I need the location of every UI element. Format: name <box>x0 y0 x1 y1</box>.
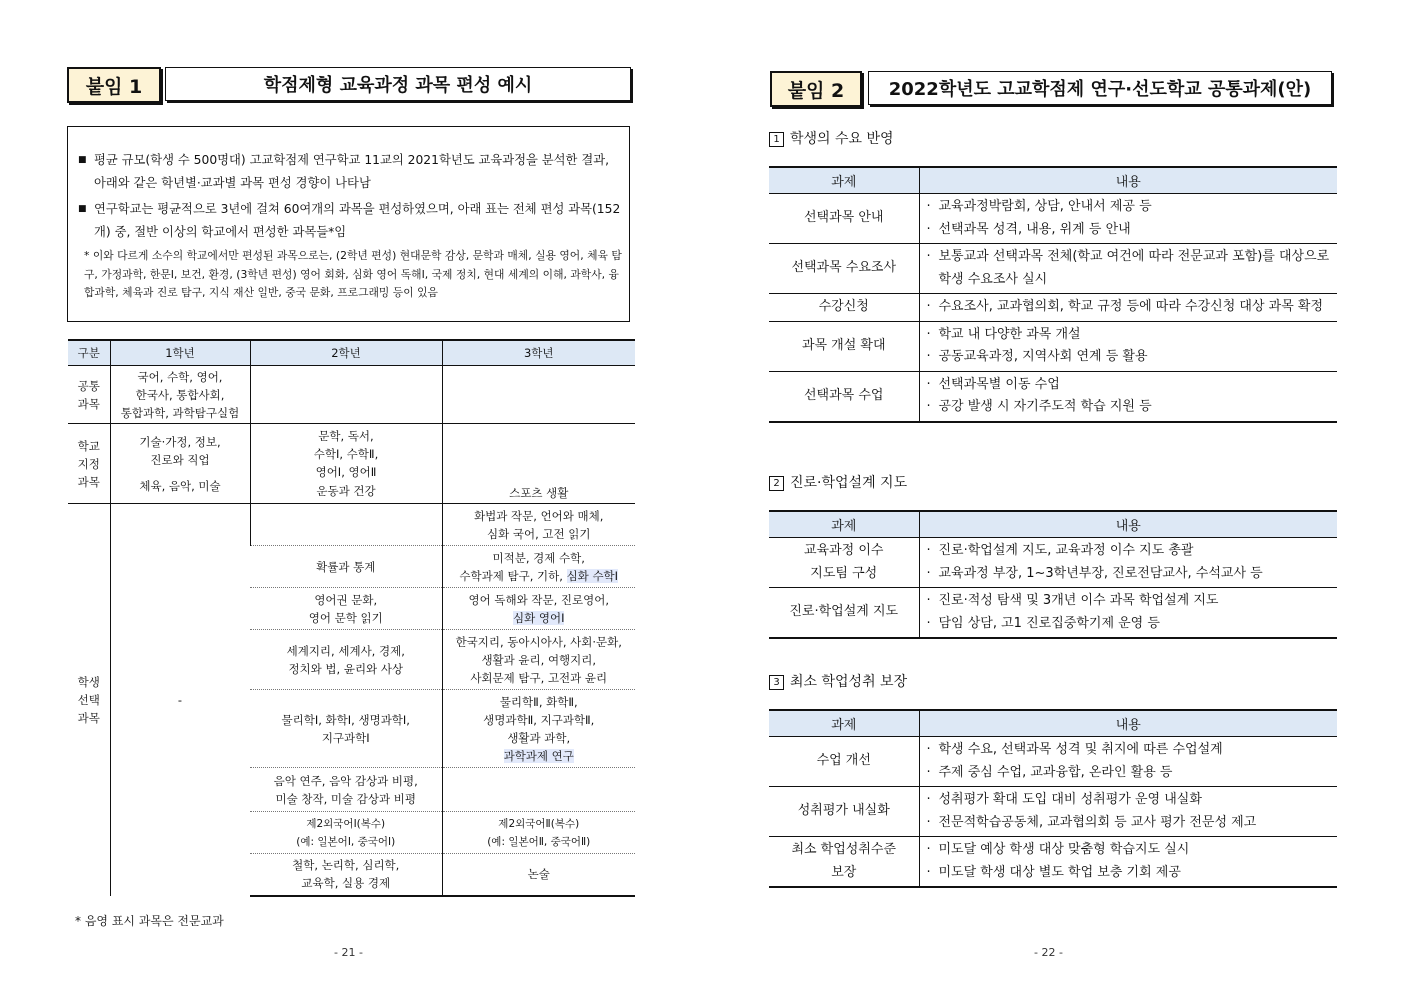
table-footnote: * 음영 표시 과목은 전문교과 <box>75 914 224 928</box>
footnote-text: * 이와 다르게 소수의 학교에서만 편성된 과목으로는, (2학년 편성) 현대문학 감상, 문학과 매체, 실용 영어, 체육 탐구, 가정과학, 한문Ⅰ, 보건, 환경, (3학년 편성) 영어 회화, 심화 영어 독해Ⅰ, 국제 정치, 현대 세계의 이해, 과학사, 융합과학, 체육과 진로 탐구, 지식 재산 일반, 중국 문화, 프로그래밍 등이 있음 <box>84 249 622 299</box>
column-header: 과제 <box>769 511 919 538</box>
task-name: 선택과목 수업 <box>769 371 919 422</box>
task-name: 진로·학업설계 지도 <box>769 588 919 639</box>
row-group-label: 학생 선택 과목 <box>68 504 110 896</box>
row-group-label: 학교 지정 과목 <box>68 424 110 504</box>
table-cell: 한국지리, 동아시아사, 사회·문화, 생활과 윤리, 여행지리, 사회문제 탐구, 고전과 윤리 <box>442 630 635 690</box>
table-cell <box>442 366 635 424</box>
column-header: 내용 <box>919 511 1337 538</box>
task-name: 수강신청 <box>769 294 919 322</box>
task-name: 수업 개선 <box>769 737 919 787</box>
task-content <box>919 194 1337 244</box>
task-table-demand <box>769 166 1337 423</box>
task-name: 과목 개설 확대 <box>769 321 919 371</box>
content-item: · 담임 상담, 고1 진로집중학기제 운영 등 <box>925 613 1332 636</box>
cell-text: 수학과제 탐구, 기하, <box>459 568 567 583</box>
task-content <box>919 787 1337 837</box>
page-number: - 21 - <box>334 946 363 959</box>
table-cell: 화법과 작문, 언어와 매체, 심화 국어, 고전 읽기 <box>442 504 635 546</box>
content-item: · 교육과정박람회, 상담, 안내서 제공 등 <box>925 196 1332 219</box>
task-table-guidance <box>769 510 1337 639</box>
task-content <box>919 737 1337 787</box>
cell-text: 물리학Ⅱ, 화학Ⅱ, 생명과학Ⅱ, 지구과학Ⅱ, 생활과 과학, <box>483 694 595 745</box>
table-cell: 철학, 논리학, 심리학, 교육학, 실용 경제 <box>250 854 442 896</box>
task-content <box>919 321 1337 371</box>
task-name: 선택과목 수요조사 <box>769 244 919 294</box>
section-title-text: 진로·학업설계 지도 <box>790 475 908 491</box>
column-header: 2학년 <box>250 340 442 366</box>
cell-text <box>446 609 633 627</box>
table-cell: 음악 연주, 음악 감상과 비평, 미술 창작, 미술 감상과 비평 <box>250 768 442 812</box>
task-name: 교육과정 이수 지도팀 구성 <box>769 538 919 588</box>
table-cell <box>250 504 442 546</box>
table-row <box>769 244 1337 294</box>
content-item: · 수요조사, 교과협의회, 학교 규정 등에 따라 수강신청 대상 과목 확정 <box>925 296 1332 319</box>
section-title <box>769 128 894 148</box>
specialized-subject: 심화 영어Ⅰ <box>513 610 565 625</box>
square-bullet-icon: ■ <box>78 155 87 165</box>
cell-text: 운동과 건강 <box>316 484 376 498</box>
content-item: · 학생 수요, 선택과목 성격 및 취지에 따른 수업설계 <box>925 739 1332 762</box>
cell-text <box>446 747 633 765</box>
section-number: 3 <box>769 675 784 690</box>
cell-text: 문학, 독서, 수학Ⅰ, 수학Ⅱ, 영어Ⅰ, 영어Ⅱ <box>313 429 379 479</box>
page-title: 학점제형 교육과정 과목 편성 예시 <box>165 67 631 101</box>
content-item: · 진로·학업설계 지도, 교육과정 이수 지도 총괄 <box>925 540 1332 563</box>
table-row <box>769 588 1337 639</box>
attachment-tag: 붙임 1 <box>67 67 161 103</box>
row-group-label: 공통 과목 <box>77 378 100 411</box>
task-content <box>919 244 1337 294</box>
attachment-tag: 붙임 2 <box>770 71 862 107</box>
table-cell <box>442 424 635 504</box>
table-row <box>68 366 635 424</box>
task-content <box>919 837 1337 888</box>
square-bullet-icon: ■ <box>78 204 87 214</box>
table-cell: 논술 <box>442 854 635 896</box>
table-cell: 제2외국어Ⅱ(복수) (예: 일본어Ⅱ, 중국어Ⅱ) <box>442 812 635 854</box>
task-content <box>919 538 1337 588</box>
column-header: 구분 <box>68 340 110 366</box>
content-item: · 성취평가 확대 도입 대비 성취평가 운영 내실화 <box>925 789 1332 812</box>
column-header: 1학년 <box>110 340 250 366</box>
table-cell <box>442 768 635 812</box>
task-name: 최소 학업성취수준 보장 <box>769 837 919 888</box>
page-number: - 22 - <box>1034 946 1063 959</box>
table-row <box>769 194 1337 244</box>
task-name: 성취평가 내실화 <box>769 787 919 837</box>
summary-box <box>67 126 630 322</box>
table-cell: 영어권 문화, 영어 문학 읽기 <box>250 588 442 630</box>
table-header-row <box>68 340 635 366</box>
section-title <box>769 472 907 492</box>
table-cell <box>442 690 635 768</box>
section-number: 2 <box>769 476 784 491</box>
table-row <box>769 787 1337 837</box>
table-cell <box>442 546 635 588</box>
cell-text: 영어 독해와 작문, 진로영어, <box>468 592 609 607</box>
table-row <box>769 294 1337 322</box>
table-cell <box>250 424 442 504</box>
column-header: 내용 <box>919 167 1337 194</box>
column-header: 과제 <box>769 167 919 194</box>
bullet-text: 연구학교는 평균적으로 3년에 걸쳐 60여개의 과목을 편성하였으며, 아래 표는 전체 편성 과목(152개) 중, 절반 이상의 학교에서 편성한 과목들*임 <box>94 202 621 239</box>
subject-table <box>68 339 635 897</box>
table-row <box>769 737 1337 787</box>
content-item: · 공강 발생 시 자기주도적 학습 지원 등 <box>925 396 1332 419</box>
column-header: 내용 <box>919 710 1337 737</box>
section-title-text: 학생의 수요 반영 <box>790 131 894 147</box>
cell-text: 스포츠 생활 <box>509 486 569 500</box>
table-row <box>769 837 1337 888</box>
cell-text <box>446 567 633 585</box>
content-item: · 보통교과 선택과목 전체(학교 여건에 따라 전문교과 포함)를 대상으로 학생 수요조사 실시 <box>925 246 1332 291</box>
table-cell <box>250 366 442 424</box>
task-name: 선택과목 안내 <box>769 194 919 244</box>
table-row <box>769 371 1337 422</box>
task-content <box>919 371 1337 422</box>
content-item: · 주제 중심 수업, 교과융합, 온라인 활용 등 <box>925 762 1332 785</box>
table-cell: 물리학Ⅰ, 화학Ⅰ, 생명과학Ⅰ, 지구과학Ⅰ <box>250 690 442 768</box>
section-title <box>769 671 907 691</box>
task-content <box>919 294 1337 322</box>
column-header: 과제 <box>769 710 919 737</box>
task-table-achievement <box>769 709 1337 888</box>
cell-text: 기술·가정, 정보, 진로와 직업 <box>139 434 221 467</box>
table-cell <box>110 424 250 504</box>
content-item: · 선택과목별 이동 수업 <box>925 374 1332 397</box>
task-content <box>919 588 1337 639</box>
specialized-subject: 심화 수학Ⅰ <box>566 568 619 583</box>
table-header-row <box>769 511 1337 538</box>
content-item: · 미도달 학생 대상 별도 학업 보충 기회 제공 <box>925 862 1332 885</box>
bullet-text: 평균 규모(학생 수 500명대) 고교학점제 연구학교 11교의 2021학년도 교육과정을 분석한 결과, 아래와 같은 학년별·교과별 과목 편성 경향이 나타남 <box>94 153 610 190</box>
cell-text: 체육, 음악, 미술 <box>139 478 221 493</box>
table-cell: 확률과 통계 <box>250 546 442 588</box>
table-row <box>68 504 635 546</box>
content-item: · 미도달 예상 학생 대상 맞춤형 학습지도 실시 <box>925 839 1332 862</box>
bullet-item <box>78 149 623 195</box>
bullet-item <box>78 198 623 244</box>
content-item: · 공동교육과정, 지역사회 연계 등 활용 <box>925 346 1332 369</box>
specialized-subject: 과학과제 연구 <box>503 748 574 763</box>
content-item: · 학교 내 다양한 과목 개설 <box>925 324 1332 347</box>
table-row <box>68 424 635 504</box>
table-header-row <box>769 167 1337 194</box>
content-item: · 교육과정 부장, 1~3학년부장, 진로전담교사, 수석교사 등 <box>925 563 1332 586</box>
table-cell: 세계지리, 세계사, 경제, 정치와 법, 윤리와 사상 <box>250 630 442 690</box>
section-number: 1 <box>769 132 784 147</box>
table-cell: - <box>110 504 250 896</box>
table-cell: 제2외국어Ⅰ(복수) (예: 일본어Ⅰ, 중국어Ⅰ) <box>250 812 442 854</box>
content-item: · 선택과목 성격, 내용, 위계 등 안내 <box>925 219 1332 242</box>
table-header-row <box>769 710 1337 737</box>
cell-text: 미적분, 경제 수학, <box>492 550 585 565</box>
table-cell: 국어, 수학, 영어, 한국사, 통합사회, 통합과학, 과학탐구실험 <box>110 366 250 424</box>
table-cell <box>442 588 635 630</box>
table-row <box>769 538 1337 588</box>
page-title: 2022학년도 고교학점제 연구·선도학교 공통과제(안) <box>868 71 1332 105</box>
section-title-text: 최소 학업성취 보장 <box>790 674 908 690</box>
content-item: · 전문적학습공동체, 교과협의회 등 교사 평가 전문성 제고 <box>925 812 1332 835</box>
content-item: · 진로·적성 탐색 및 3개년 이수 과목 학업설계 지도 <box>925 590 1332 613</box>
column-header: 3학년 <box>442 340 635 366</box>
table-row <box>769 321 1337 371</box>
